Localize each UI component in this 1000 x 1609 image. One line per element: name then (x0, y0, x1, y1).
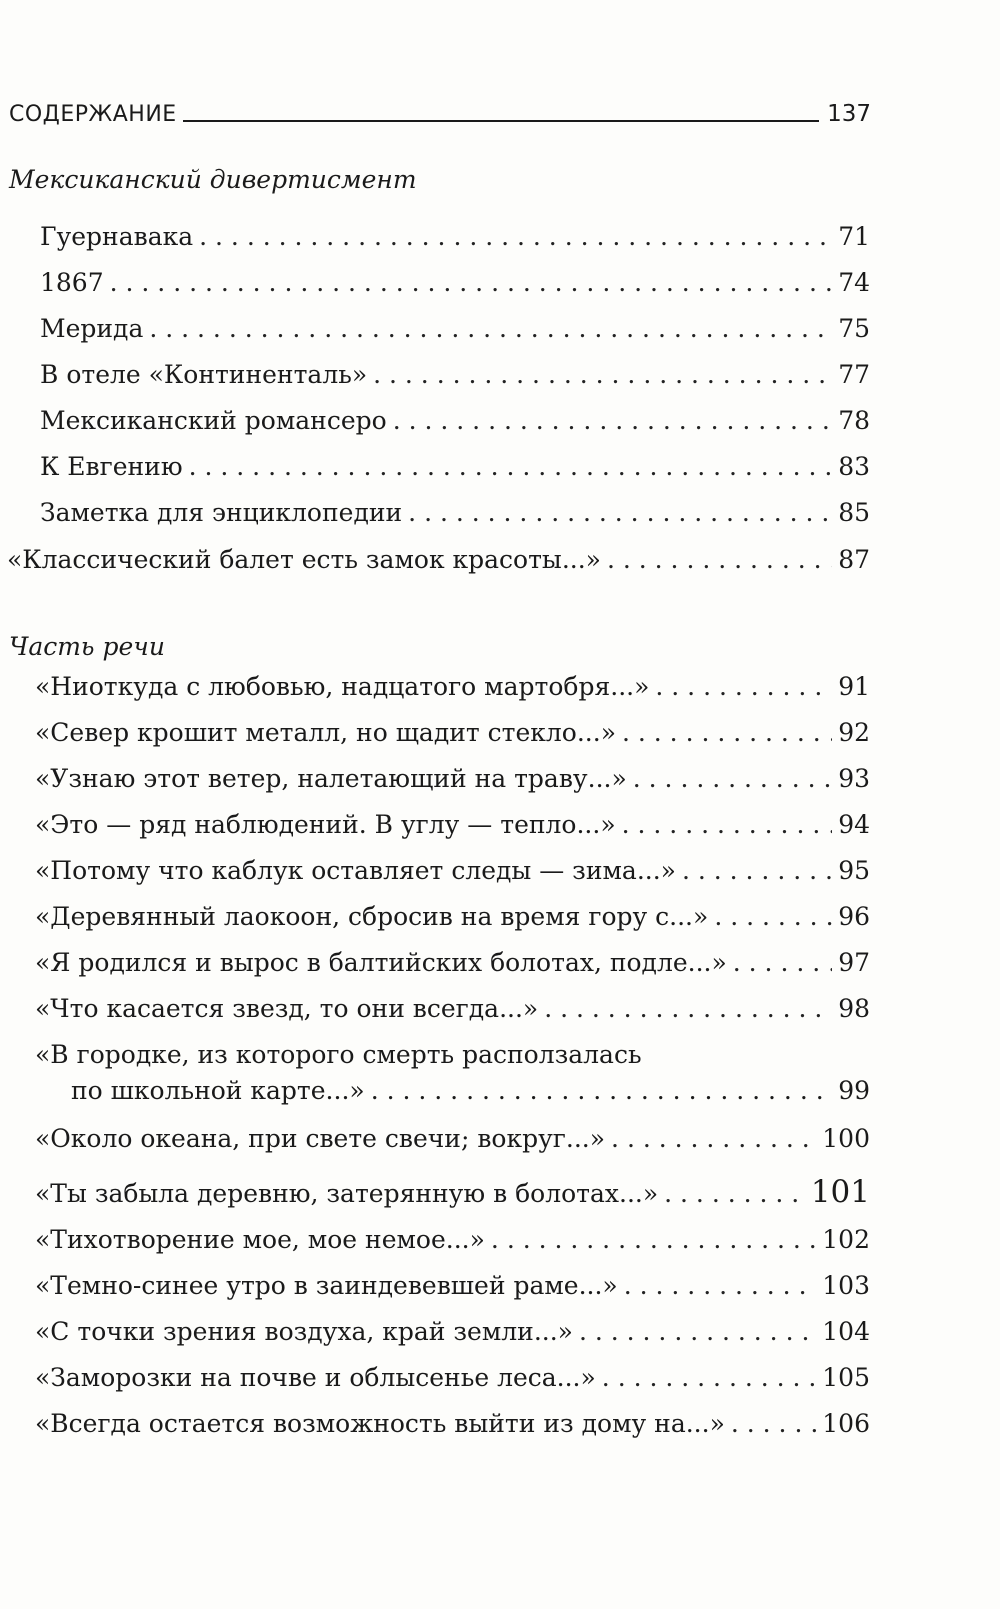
toc-entry (40, 452, 870, 482)
toc-entry (35, 948, 870, 978)
toc-entry-title: Мерида (40, 314, 144, 343)
dot-leader (611, 1124, 816, 1154)
toc-entry (35, 1363, 870, 1393)
toc-entry-page: 78 (838, 406, 870, 435)
dot-leader (110, 268, 833, 298)
toc-entry (40, 268, 870, 298)
toc-entry (35, 810, 870, 840)
toc-entry-title: «Около океана, при свете свечи; вокруг...» (35, 1124, 606, 1153)
dot-leader (544, 994, 832, 1024)
toc-entry (35, 856, 870, 886)
toc-entry-title: «Я родился и вырос в балтийских болотах, подле...» (35, 948, 727, 977)
toc-entry (35, 1174, 870, 1211)
toc-entry-title: «Ниоткуда с любовью, надцатого мартобря...» (35, 672, 650, 701)
dot-leader (655, 672, 832, 702)
dot-leader (731, 1409, 816, 1439)
toc-entry-title: Заметка для энциклопедии (40, 498, 403, 527)
toc-entry-page: 104 (822, 1317, 870, 1346)
toc-entry (40, 314, 870, 344)
toc-entry (35, 1271, 870, 1301)
toc-entry-title: «Потому что каблук оставляет следы — зима...» (35, 856, 676, 885)
toc-entry-title-continued: по школьной карте...» (71, 1076, 365, 1105)
toc-entry (35, 1225, 870, 1255)
dot-leader (664, 1179, 805, 1209)
dot-leader (189, 452, 833, 482)
toc-entry-page: 93 (838, 764, 870, 793)
toc-entry-two-line (35, 1040, 870, 1106)
toc-entry-page: 74 (838, 268, 870, 297)
toc-entry (40, 498, 870, 528)
toc-entry-page: 100 (822, 1124, 870, 1153)
dot-leader (602, 1363, 816, 1393)
toc-entry-title: «Узнаю этот ветер, налетающий на траву...» (35, 764, 627, 793)
toc-entry (35, 994, 870, 1024)
toc-entry-page: 98 (838, 994, 870, 1023)
toc-entry-page: 87 (838, 545, 870, 574)
header-title: СОДЕРЖАНИЕ (9, 102, 177, 127)
toc-entry-page: 105 (822, 1363, 870, 1392)
toc-entry-title: «Это — ряд наблюдений. В углу — тепло...» (35, 810, 616, 839)
header-page-number: 137 (827, 101, 871, 127)
toc-entry-title: «Север крошит металл, но щадит стекло...» (35, 718, 616, 747)
toc-entry (35, 672, 870, 702)
toc-entry (7, 545, 870, 575)
toc-entry-page: 77 (838, 360, 870, 389)
dot-leader (371, 1076, 832, 1106)
toc-entry-title: В отеле «Континенталь» (40, 360, 368, 389)
toc-entry-title: «Всегда остается возможность выйти из дому на...» (35, 1409, 725, 1438)
toc-entry (40, 360, 870, 390)
toc-entry-title: «В городке, из которого смерть расползалась (35, 1040, 642, 1069)
toc-entry-page: 101 (810, 1174, 870, 1210)
dot-leader (149, 314, 832, 344)
toc-entry (35, 718, 870, 748)
dot-leader (579, 1317, 816, 1347)
toc-entry-title: «Темно-синее утро в заиндевевшей раме...» (35, 1271, 618, 1300)
toc-entry (40, 222, 870, 252)
dot-leader (633, 764, 832, 794)
dot-leader (607, 545, 832, 575)
dot-leader (491, 1225, 816, 1255)
toc-entry-title: Гуернавака (40, 222, 194, 251)
toc-entry (35, 1317, 870, 1347)
toc-entry-title: 1867 (40, 268, 104, 297)
toc-entry-page: 94 (838, 810, 870, 839)
toc-entry-title: К Евгению (40, 452, 183, 481)
dot-leader (624, 1271, 817, 1301)
toc-entry-page: 106 (822, 1409, 870, 1438)
toc-entry-page: 91 (838, 672, 870, 701)
dot-leader (199, 222, 832, 252)
toc-entry-page: 102 (822, 1225, 870, 1254)
toc-entry (35, 1124, 870, 1154)
toc-entry-second-line (35, 1076, 870, 1106)
dot-leader (714, 902, 832, 932)
dot-leader (393, 406, 832, 436)
dot-leader (373, 360, 832, 390)
toc-entry (35, 764, 870, 794)
toc-entry-title: «Тихотворение мое, мое немое...» (35, 1225, 485, 1254)
toc-entry-page: 95 (838, 856, 870, 885)
toc-entry-title: «Классический балет есть замок красоты...» (7, 545, 601, 574)
section-title-part-of-speech: Часть речи (9, 632, 165, 661)
toc-entry (35, 902, 870, 932)
dot-leader (622, 718, 832, 748)
toc-entry-page: 97 (838, 948, 870, 977)
toc-entry-page: 75 (838, 314, 870, 343)
toc-entry-title: «С точки зрения воздуха, край земли...» (35, 1317, 573, 1346)
toc-entry-title: Мексиканский романсеро (40, 406, 387, 435)
toc-entry-title: «Что касается звезд, то они всегда...» (35, 994, 539, 1023)
toc-entry-title: «Ты забыла деревню, затерянную в болотах...» (35, 1179, 659, 1208)
toc-entry (40, 406, 870, 436)
toc-entry-title: «Заморозки на почве и облысенье леса...» (35, 1363, 596, 1392)
running-header (9, 90, 871, 126)
dot-leader (408, 498, 832, 528)
dot-leader (733, 948, 832, 978)
toc-entry-page: 96 (838, 902, 870, 931)
toc-entry-page: 83 (838, 452, 870, 481)
section-title-mexican-divertissement: Мексиканский дивертисмент (9, 165, 417, 194)
toc-entry-title: «Деревянный лаокоон, сбросив на время гору с...» (35, 902, 709, 931)
toc-entry (35, 1409, 870, 1439)
toc-entry-page: 99 (838, 1076, 870, 1105)
toc-entry-page: 92 (838, 718, 870, 747)
toc-entry-page: 85 (838, 498, 870, 527)
dot-leader (682, 856, 832, 886)
toc-entry-page: 71 (838, 222, 870, 251)
header-rule (183, 120, 819, 122)
dot-leader (622, 810, 833, 840)
toc-entry-page: 103 (822, 1271, 870, 1300)
